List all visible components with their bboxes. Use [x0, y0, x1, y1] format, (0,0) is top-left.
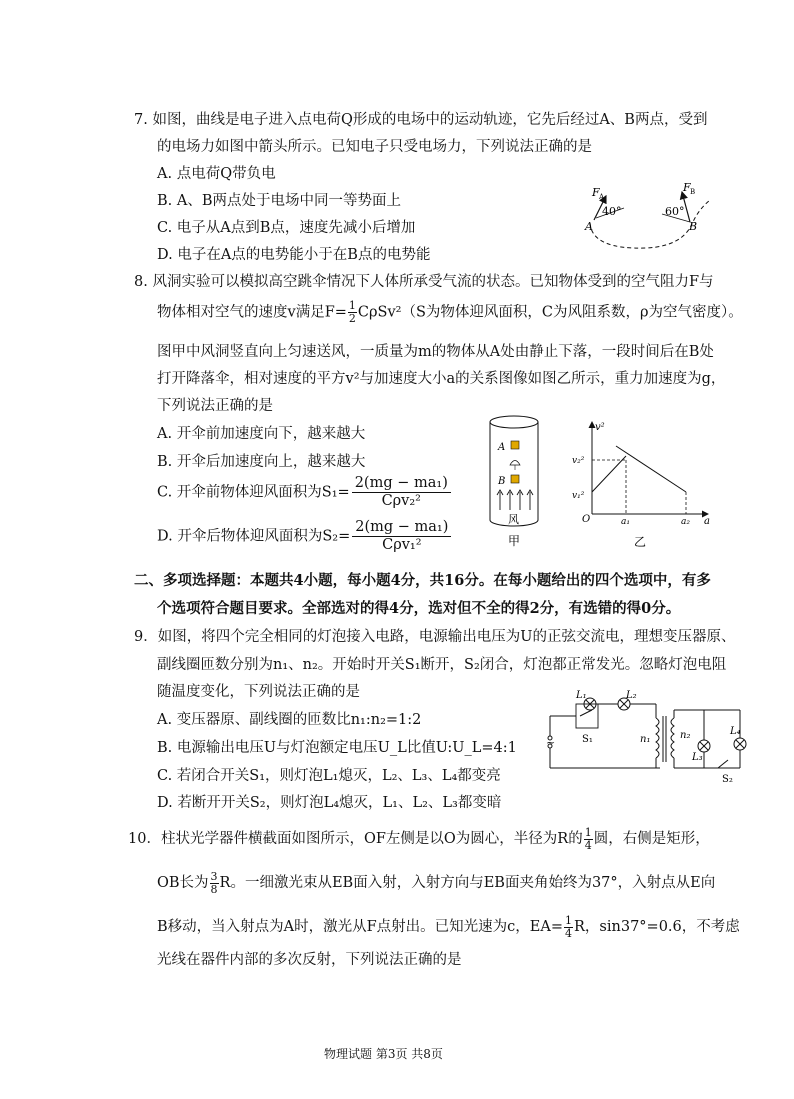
q9-label-s1: S₁ [582, 734, 593, 745]
q8-option-c: C. 开伞前物体迎风面积为S₁= 2(mg − ma₁) Cρv₂² [157, 475, 453, 510]
q7-angle-b: 60° [665, 205, 685, 218]
q9-stem-line1: 9．如图，将四个完全相同的灯泡接入电路，电源输出电压为U的正弦交流电，理想变压器原、 [134, 629, 736, 645]
q8-graph-xlabel: a [704, 516, 710, 527]
q10-stem-line2: OB长为 $\frac{3}{8}$ R。一细激光束从EB面入射，入射方向与EB面夹角始终为37°，入射点从E向 [157, 869, 716, 896]
q8-stem-line2 [157, 300, 743, 325]
q8-option-b: B. 开伞后加速度向上，越来越大 [157, 454, 366, 470]
q8-graph-a2: a₂ [681, 517, 690, 527]
q8-option-d-fraction: 2(mg − ma₁) Cρv₁² [352, 519, 451, 554]
q8-graph-ylabel: v² [595, 422, 605, 433]
q9-label-l3: L₃ [692, 752, 703, 763]
page-footer: 物理试题 第3页 共8页 [324, 1047, 443, 1061]
q7-label-fa: F [592, 186, 600, 199]
q7-option-c: C. 电子从A点到B点，速度先减小后增加 [157, 220, 416, 236]
q8-line-after-open [616, 446, 686, 492]
primary-coil [656, 718, 659, 758]
parachute-icon [510, 461, 520, 466]
q8-caption-jia: 甲 [508, 534, 521, 548]
q9-option-a: A. 变压器原、副线圈的匝数比n₁:n₂=1:2 [157, 712, 422, 728]
q8-option-d: D. 开伞后物体迎风面积为S₂= 2(mg − ma₁) Cρv₁² [157, 519, 453, 554]
q9-stem-line2: 副线圈匝数分别为n₁、n₂。开始时开关S₁断开，S₂闭合，灯泡都正常发光。忽略灯泡电阻 [157, 657, 727, 673]
q8-stem-line5: 下列说法正确的是 [157, 398, 273, 414]
q8-object-at-a [511, 441, 519, 449]
q10-stem-line1: 10．柱状光学器件横截面如图所示，OF左侧是以O为圆心，半径为R的 $\frac{1}{4}$ 圆，右侧是矩形， [128, 825, 710, 852]
q8-wind-tunnel-figure [484, 412, 546, 552]
switch-s2-icon [718, 760, 728, 768]
q10-stem-line4: 光线在器件内部的多次反射，下列说法正确的是 [157, 952, 462, 968]
q8-graph-a1: a₁ [621, 517, 630, 527]
q10-three-eighths-fraction: $\frac{3}{8}$ [210, 869, 218, 896]
q8-half-fraction: $\frac{1}{2}$ [348, 299, 356, 325]
q7-point-a: A [585, 220, 593, 233]
q8-wind-label: 风 [508, 513, 519, 526]
q7-option-a: A. 点电荷Q带负电 [157, 166, 276, 182]
q7-angle-a: 40° [602, 205, 622, 218]
q9-option-b: B. 电源输出电压U与灯泡额定电压U_L比值U:U_L=4:1 [157, 740, 517, 756]
q8-graph-v1: v₁² [572, 491, 585, 501]
q9-option-c: C. 若闭合开关S₁，则灯泡L₁熄灭，L₂、L₃、L₄都变亮 [157, 768, 501, 784]
q7-label-fb-sub: B [690, 188, 696, 196]
q10-stem-line3: B移动，当入射点为A时，激光从F点射出。已知光速为c，EA= $\frac{1}{4}$ R，sin37°=0.6，不考虑 [157, 913, 740, 940]
q7-point-b: B [689, 220, 698, 233]
wind-arrows-icon [497, 490, 533, 510]
q8-stem-line3: 图甲中风洞竖直向上匀速送风，一质量为m的物体从A处由静止下落，一段时间后在B处 [157, 344, 714, 360]
secondary-coil [671, 718, 674, 758]
q8-stem-line2-a: 物体相对空气的速度v满足F= [157, 304, 347, 321]
q7-label-fa-sub: A [599, 193, 605, 201]
q7-option-b: B. A、B两点处于电场中同一等势面上 [157, 193, 401, 209]
section2-heading-line1: 二、多项选择题：本题共4小题，每小题4分，共16分。在每小题给出的四个选项中，有多 [134, 572, 711, 589]
q8-object-at-b [511, 475, 519, 483]
q10-quarter-fraction: $\frac{1}{4}$ [584, 825, 592, 852]
q8-tunnel-label-b: B [498, 476, 506, 487]
q8-stem-line2-b: CρSv²（S为物体迎风面积，C为风阻系数，ρ为空气密度）。 [357, 304, 743, 321]
q10-ea-fraction: $\frac{1}{4}$ [565, 913, 573, 940]
q8-caption-yi: 乙 [634, 535, 647, 549]
q9-ac-source: ~ [546, 736, 556, 749]
q7-label-fb: F [683, 181, 691, 194]
q7-option-d: D. 电子在A点的电势能小于在B点的电势能 [157, 247, 431, 263]
q9-option-d: D. 若断开开关S₂，则灯泡L₄熄灭，L₁、L₂、L₃都变暗 [157, 795, 502, 811]
q8-v2-a-graph [568, 416, 718, 552]
q7-stem-line1: 7. 如图，曲线是电子进入点电荷Q形成的电场中的运动轨迹，它先后经过A、B两点，受到 [134, 112, 708, 128]
q8-option-a: A. 开伞前加速度向下，越来越大 [157, 426, 366, 442]
q8-option-c-fraction: 2(mg − ma₁) Cρv₂² [352, 475, 451, 510]
q8-tunnel-label-a: A [498, 442, 506, 453]
section2-heading-line2: 个选项符合题目要求。全部选对的得4分，选对但不全的得2分，有选错的得0分。 [157, 600, 681, 617]
q9-label-l4: L₄ [730, 726, 741, 737]
q9-label-s2: S₂ [722, 774, 733, 785]
q8-graph-origin: O [582, 514, 591, 525]
q7-field-trajectory-figure [572, 178, 722, 258]
q9-label-n1: n₁ [640, 734, 651, 745]
q9-stem-line3: 随温度变化，下列说法正确的是 [157, 684, 360, 700]
q8-graph-v2: v₂² [572, 456, 585, 466]
q8-stem-line4: 打开降落伞，相对速度的平方v²与加速度大小a的关系图像如图乙所示，重力加速度为g， [157, 371, 726, 387]
q9-circuit-figure [544, 690, 749, 790]
switch-s1-icon [580, 710, 592, 716]
q7-stem-line2: 的电场力如图中箭头所示。已知电子只受电场力，下列说法正确的是 [157, 139, 592, 155]
q9-label-n2: n₂ [680, 730, 691, 741]
q9-label-l1: L₁ [576, 690, 587, 701]
q9-label-l2: L₂ [626, 690, 637, 701]
q8-stem-line1: 8. 风洞实验可以模拟高空跳伞情况下人体所承受气流的状态。已知物体受到的空气阻力F与 [134, 274, 714, 290]
q8-line-before-open [592, 456, 626, 492]
